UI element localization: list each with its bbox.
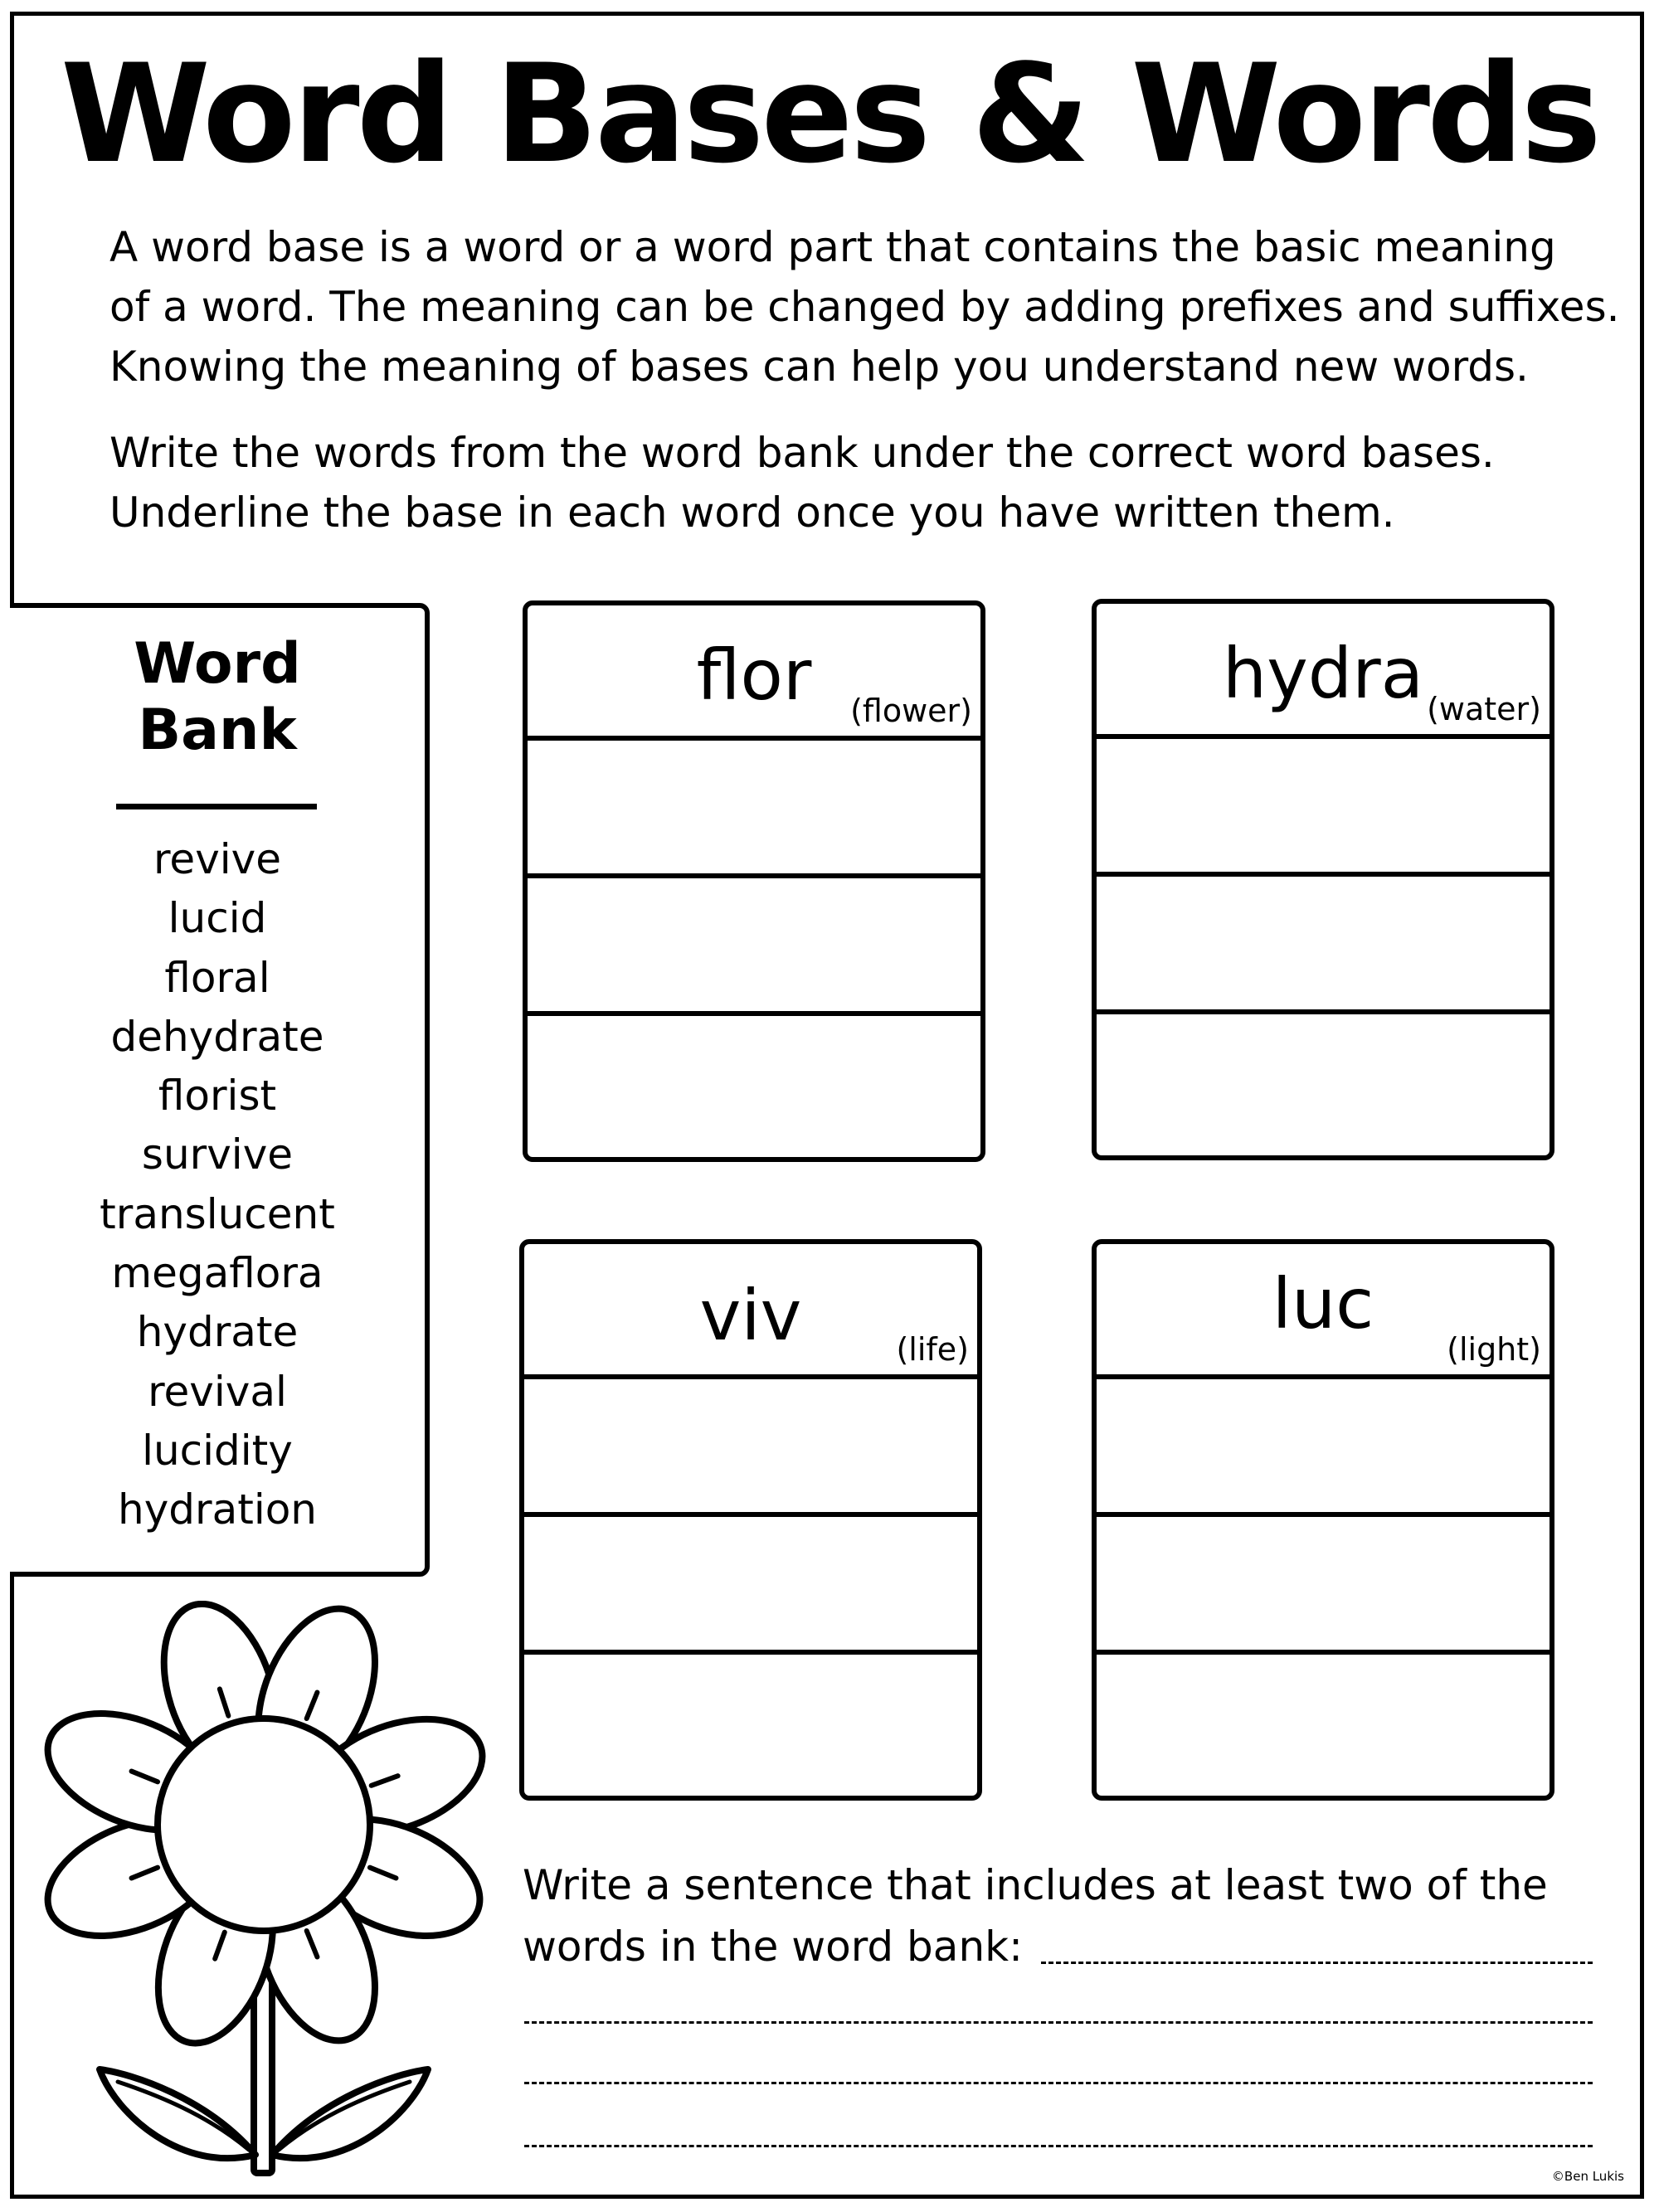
- instructions-paragraph: [109, 423, 1569, 542]
- word-bank-title-line: Bank: [138, 698, 297, 763]
- base-word: hydra: [1222, 633, 1424, 714]
- word-bank-list: [10, 830, 425, 1540]
- worksheet-title: Word Bases & Words: [60, 35, 1599, 193]
- sentence-prompt-line: Write a sentence that includes at least two of the: [523, 1861, 1548, 1909]
- sentence-prompt-line: words in the word bank:: [523, 1923, 1023, 1971]
- intro-line: of a word. The meaning can be changed by adding prefixes and suffixes.: [109, 283, 1620, 331]
- answer-row[interactable]: [524, 1517, 977, 1655]
- answer-row[interactable]: [1097, 739, 1550, 877]
- word-bank-item: megaflora: [111, 1249, 324, 1298]
- flower-illustration: [41, 1601, 506, 2181]
- word-bank-item: lucidity: [142, 1426, 293, 1475]
- intro-paragraph: [109, 217, 1620, 396]
- answer-row[interactable]: [1097, 877, 1550, 1014]
- word-bank-item: dehydrate: [110, 1012, 324, 1061]
- answer-row[interactable]: [1097, 1655, 1550, 1796]
- answer-row[interactable]: [524, 1655, 977, 1796]
- base-box-viv: [519, 1239, 982, 1801]
- word-bank-item: revive: [153, 835, 282, 883]
- base-word: luc: [1272, 1263, 1374, 1344]
- copyright-credit: ©Ben Lukis: [1551, 2169, 1624, 2184]
- base-box-header: [1097, 1244, 1550, 1379]
- base-word: viv: [699, 1275, 802, 1356]
- word-bank-item: revival: [148, 1367, 287, 1416]
- word-bank-item: florist: [158, 1072, 277, 1121]
- writing-line[interactable]: [1041, 1962, 1593, 1964]
- writing-line[interactable]: [524, 2082, 1593, 2084]
- base-meaning: (life): [896, 1331, 969, 1368]
- answer-row[interactable]: [524, 1379, 977, 1517]
- word-bank-item: hydration: [118, 1485, 317, 1534]
- answer-row[interactable]: [528, 1016, 980, 1157]
- base-box-header: [1097, 604, 1550, 739]
- intro-line: A word base is a word or a word part that contains the basic meaning: [109, 223, 1556, 271]
- word-bank-item: lucid: [168, 894, 267, 943]
- answer-row[interactable]: [528, 741, 980, 878]
- instruction-line: Underline the base in each word once you have written them.: [109, 489, 1395, 537]
- base-box-header: [528, 605, 980, 741]
- answer-row[interactable]: [1097, 1014, 1550, 1155]
- word-bank-title-line: Word: [134, 631, 301, 697]
- writing-line[interactable]: [524, 2021, 1593, 2024]
- word-bank-title: [10, 631, 425, 764]
- base-box-flor: [523, 600, 985, 1162]
- instruction-line: Write the words from the word bank under the correct word bases.: [109, 429, 1495, 477]
- word-bank-item: hydrate: [136, 1308, 299, 1357]
- writing-line[interactable]: [524, 2145, 1593, 2147]
- base-word: flor: [696, 634, 812, 716]
- intro-line: Knowing the meaning of bases can help you understand new words.: [109, 343, 1529, 391]
- word-bank-divider: [116, 804, 317, 809]
- word-bank-item: floral: [164, 953, 270, 1002]
- base-meaning: (light): [1447, 1331, 1541, 1368]
- word-bank-item: survive: [141, 1130, 294, 1179]
- base-meaning: (water): [1427, 691, 1541, 727]
- word-bank: [10, 603, 430, 1577]
- answer-row[interactable]: [1097, 1379, 1550, 1517]
- base-box-hydra: [1092, 599, 1554, 1160]
- word-bank-item: translucent: [100, 1189, 335, 1238]
- answer-row[interactable]: [1097, 1517, 1550, 1655]
- answer-row[interactable]: [528, 878, 980, 1016]
- base-box-header: [524, 1244, 977, 1379]
- base-meaning: (flower): [850, 693, 972, 729]
- sentence-prompt: [523, 1855, 1601, 1977]
- base-box-luc: [1092, 1239, 1554, 1801]
